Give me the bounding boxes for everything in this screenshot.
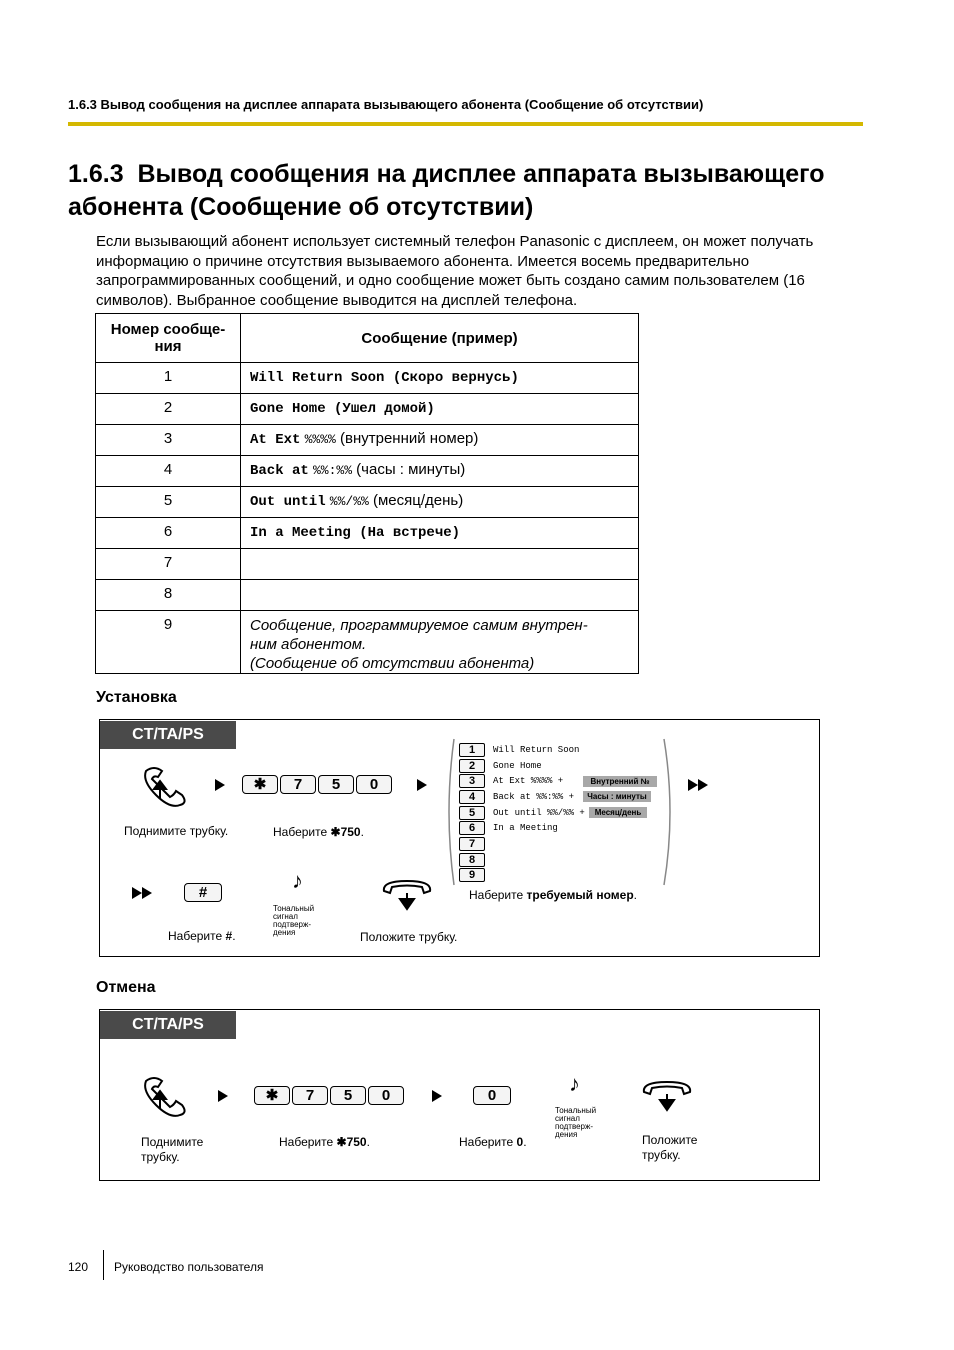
digit-key: 5 (318, 775, 354, 794)
message-note: (часы : минуты) (356, 461, 466, 478)
row-number: 4 (96, 456, 241, 487)
row-number: 7 (96, 549, 241, 580)
option-text: Will Return Soon (493, 744, 580, 755)
options-list (459, 742, 669, 883)
step-arrow-icon (432, 1090, 442, 1102)
dial-caption-prefix: Наберите (273, 825, 328, 839)
select-caption-prefix: Наберите (469, 888, 524, 902)
dial-caption: Наберите ✱750. (279, 1135, 370, 1149)
option-text: At Ext %%%% + (493, 776, 564, 787)
lift-caption: Поднимите трубку. (141, 1135, 204, 1164)
row-number: 1 (96, 363, 241, 394)
column-header-number: Номер сообще- ния (96, 314, 241, 363)
hash-caption: Наберите #. (168, 929, 236, 943)
option-number: 3 (459, 774, 485, 788)
tone-label: Тональный сигнал подтверж-дения (555, 1106, 597, 1139)
option-input-box: Внутренний № (583, 776, 657, 787)
lift-caption: Поднимите трубку. (124, 824, 229, 838)
option-number: 8 (459, 853, 485, 867)
tone-label: Тональный сигнал подтверж-дения (273, 904, 315, 937)
option-input-box: Месяц/день (589, 807, 647, 818)
message-text: Gone Home (Ушел домой) (250, 401, 435, 417)
continue-arrow-icon (132, 887, 152, 899)
row-number: 2 (96, 394, 241, 425)
confirmation-tone-icon: ♪ (292, 868, 303, 893)
zero-key: 0 (473, 1086, 511, 1105)
option-row (459, 836, 669, 852)
table-row (96, 580, 639, 611)
option-row (459, 773, 669, 789)
digit-key: 7 (280, 775, 316, 794)
hangup-caption: Положите трубку. (360, 930, 458, 944)
step-arrow-icon (215, 779, 225, 791)
message-placeholder: %%:%% (312, 463, 352, 478)
dial-caption: Наберите ✱750. (273, 825, 364, 839)
option-number: 7 (459, 837, 485, 851)
section-title-line1: 1.6.3 Вывод сообщения на дисплее аппарата вызывающего (68, 160, 825, 188)
row-number: 9 (96, 611, 241, 674)
header-rule (68, 122, 863, 126)
hash-key: # (184, 883, 222, 902)
message-italic-line: Сообщение, программируемое самим внутрен- (250, 617, 588, 634)
row-message (241, 549, 639, 580)
message-text: In a Meeting (На встрече) (250, 525, 461, 541)
option-text: Gone Home (493, 760, 542, 771)
setup-heading: Установка (96, 689, 177, 706)
setup-device-tag: CT/TA/PS (100, 721, 236, 749)
option-number: 2 (459, 759, 485, 773)
lift-handset-icon (140, 1075, 192, 1117)
row-number: 8 (96, 580, 241, 611)
dial-caption-prefix: Наберите (279, 1135, 334, 1149)
table-row (96, 363, 639, 394)
column-header-message: Сообщение (пример) (241, 314, 639, 363)
message-note: (внутренний номер) (339, 430, 479, 447)
option-row (459, 789, 669, 805)
option-number: 1 (459, 743, 485, 757)
row-message (241, 363, 639, 394)
intro-paragraph: Если вызывающий абонент использует системный телефон Panasonic с дисплеем, он может получать информацию о причине отсутствия вызываемого абонента. Имеется восемь предварительно запрограммированных сообщений, и одно сообщение может быть создано самим пользователем (16 символов). Выбранное сообщение выводится на дисплей телефона. (96, 233, 814, 309)
message-text: Back at (250, 463, 309, 479)
option-row (459, 742, 669, 758)
row-message (241, 456, 639, 487)
messages-table (95, 313, 639, 674)
table-row (96, 394, 639, 425)
zero-caption: Наберите 0. (459, 1135, 527, 1149)
digit-key: 7 (292, 1086, 328, 1105)
option-number: 4 (459, 790, 485, 804)
option-row (459, 852, 669, 868)
row-message (241, 394, 639, 425)
dial-code: 750 (346, 1135, 367, 1149)
option-number: 5 (459, 806, 485, 820)
hang-up-handset-icon (640, 1078, 694, 1112)
option-number: 9 (459, 868, 485, 882)
zero-caption-bold: 0 (516, 1135, 524, 1149)
zero-caption-prefix: Наберите (459, 1135, 514, 1149)
continue-arrow-icon (688, 779, 708, 791)
option-row (459, 805, 669, 821)
step-arrow-icon (417, 779, 427, 791)
row-message (241, 518, 639, 549)
footer-doc-title: Руководство пользователя (114, 1260, 264, 1274)
hang-up-handset-icon (380, 877, 434, 911)
message-placeholder: %%/%% (329, 494, 369, 509)
star-key: ✱ (254, 1086, 290, 1105)
option-text: Out until %%/%% + (493, 807, 585, 818)
row-number: 5 (96, 487, 241, 518)
select-caption: Наберите требуемый номер. (469, 888, 638, 902)
hash-caption-bold: # (225, 929, 233, 943)
message-placeholder: %%%% (304, 432, 336, 447)
option-row (459, 758, 669, 774)
message-italic-line: ним абонентом. (250, 636, 367, 653)
message-italic-line: (Сообщение об отсутствии абонента) (250, 655, 535, 672)
table-row (96, 425, 639, 456)
row-message (241, 611, 639, 674)
message-text: Out until (250, 494, 326, 510)
section-title (68, 158, 868, 224)
running-header: 1.6.3 Вывод сообщения на дисплее аппарата вызывающего абонента (Сообщение об отсутствии) (68, 97, 704, 112)
row-number: 6 (96, 518, 241, 549)
cancel-heading: Отмена (96, 979, 156, 996)
dial-keys (242, 775, 392, 794)
lift-handset-icon (140, 765, 192, 807)
message-text: At Ext (250, 432, 301, 448)
cancel-device-tag: CT/TA/PS (100, 1011, 236, 1039)
table-row (96, 611, 639, 674)
row-message (241, 425, 639, 456)
confirmation-tone-icon: ♪ (569, 1071, 580, 1096)
row-message (241, 580, 639, 611)
footer-divider (103, 1250, 104, 1280)
table-header-row (96, 314, 639, 363)
select-caption-bold: требуемый номер (526, 888, 634, 902)
hash-caption-prefix: Наберите (168, 929, 223, 943)
digit-key: 5 (330, 1086, 366, 1105)
section-title-line2: абонента (Сообщение об отсутствии) (68, 193, 534, 221)
message-text: Will Return Soon (Скоро вернусь) (250, 370, 519, 386)
message-note: (месяц/день) (372, 492, 464, 509)
dial-keys (254, 1086, 404, 1105)
option-text: In a Meeting (493, 823, 558, 834)
digit-key: 0 (356, 775, 392, 794)
option-row (459, 820, 669, 836)
row-number: 3 (96, 425, 241, 456)
table-row (96, 456, 639, 487)
dial-code: 750 (340, 825, 361, 839)
option-row (459, 868, 669, 884)
table-row (96, 487, 639, 518)
step-arrow-icon (218, 1090, 228, 1102)
option-text: Back at %%:%% + (493, 791, 575, 802)
row-message (241, 487, 639, 518)
page-number: 120 (68, 1260, 89, 1274)
table-row (96, 518, 639, 549)
digit-key: 0 (368, 1086, 404, 1105)
hangup-caption: Положите трубку. (642, 1133, 698, 1162)
option-number: 6 (459, 821, 485, 835)
table-row (96, 549, 639, 580)
star-key: ✱ (242, 775, 278, 794)
option-input-box: Часы : минуты (583, 791, 651, 802)
